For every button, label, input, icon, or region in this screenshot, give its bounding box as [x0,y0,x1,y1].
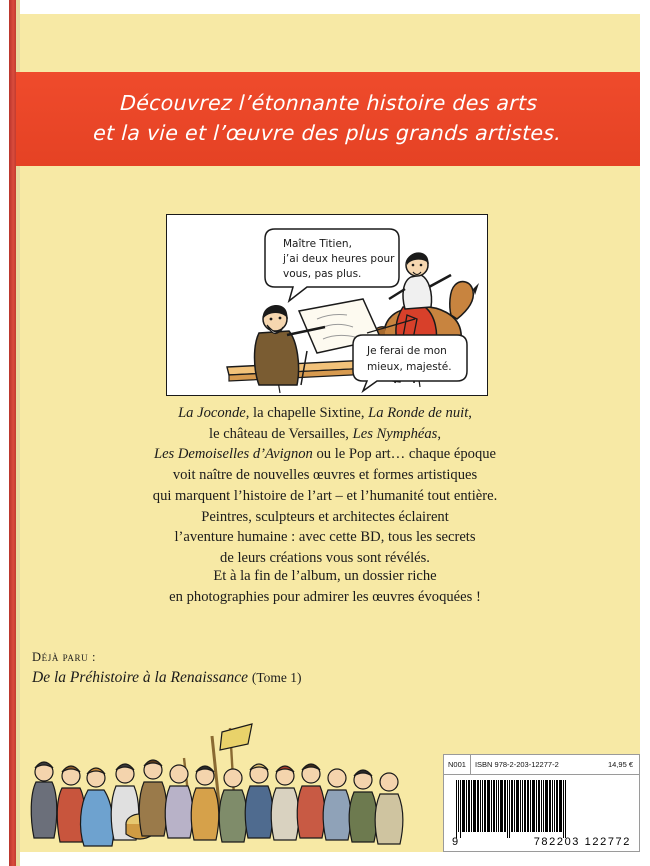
work-title-ronde-de-nuit: La Ronde de nuit [368,405,469,421]
blurb-line-6: Peintres, sculpteurs et architectes éclairent [201,508,449,525]
blurb-line-4: voit naître de nouvelles œuvres et formes artistiques [172,467,478,484]
blurb-line-1-end: , [468,405,472,421]
svg-text:mieux, majesté.: mieux, majesté. [367,361,452,373]
work-title-demoiselles: Les Demoiselles d’Avignon [153,446,313,463]
page-edge-left [0,0,9,866]
blurb-paragraph-secondary [70,566,580,608]
book-spine [9,0,16,866]
already-published-label: Déjà paru : [32,650,97,664]
blurb-line-1-mid: , la chapelle Sixtine, [245,405,369,421]
tagline-line-2: et la vie et l’œuvre des plus grands artistes. [92,121,562,145]
blurb-line-5: qui marquent l’histoire de l’art – et l’humanité tout entière. [152,487,498,504]
svg-text:Maître Titien,: Maître Titien, [283,238,352,250]
work-title-nympheas: Les Nymphéas [352,425,438,442]
tagline-banner [16,72,640,166]
barcode-price: 14,95 € [607,760,633,769]
svg-text:Je ferai de mon: Je ferai de mon [367,345,447,357]
svg-text:j’ai deux heures pour: j’ai deux heures pour [283,253,395,265]
blurb-line-2-start: le château de Versailles, [209,425,353,442]
tagline-line-1: Découvrez l’étonnante histoire des arts [119,91,539,116]
page-edge-right [640,0,650,866]
blurb-line-2 [70,424,580,445]
blurb-paragraph-primary [70,403,580,569]
crowd-figures [16,702,456,852]
barcode-isbn: ISBN 978-2-203-12277-2 [474,760,559,769]
barcode-digit-prefix: 9 [452,836,460,848]
barcode-graphic-area [444,775,639,851]
barcode-block [443,754,640,852]
barcode-header-row [444,755,639,775]
page-edge-bottom [0,852,650,866]
comic-panel [166,214,488,396]
blurb-line-8: de leurs créations vous sont révélés. [220,550,430,567]
blurb-line-1 [70,403,580,424]
blurb2-line-1: Et à la fin de l’album, un dossier riche [213,568,437,584]
blurb-line-7: l’aventure humaine : avec cette BD, tous les secrets [174,529,476,546]
already-published-title: De la Préhistoire à la Renaissance [32,669,248,686]
already-published-tome: (Tome 1) [251,670,302,685]
barcode-bars [456,780,627,832]
barcode-code-ref: N001 [444,755,471,774]
barcode-digit-main: 782203 122772 [533,836,631,848]
already-published-block [32,650,302,687]
already-published-title-row [32,669,302,687]
tagline-text [92,89,563,148]
work-title-joconde: La Joconde [178,405,246,421]
blurb-line-2-end: , [437,425,441,442]
blurb-line-3-end: ou le Pop art… chaque époque [312,446,497,463]
crowd-illustration [16,702,456,852]
blurb-line-3 [70,444,580,465]
comic-illustration [167,215,487,395]
page-edge-top [0,0,650,14]
barcode-digits [450,836,633,848]
svg-text:vous, pas plus.: vous, pas plus. [283,268,362,280]
blurb2-line-2: en photographies pour admirer les œuvres évoquées ! [169,589,481,606]
